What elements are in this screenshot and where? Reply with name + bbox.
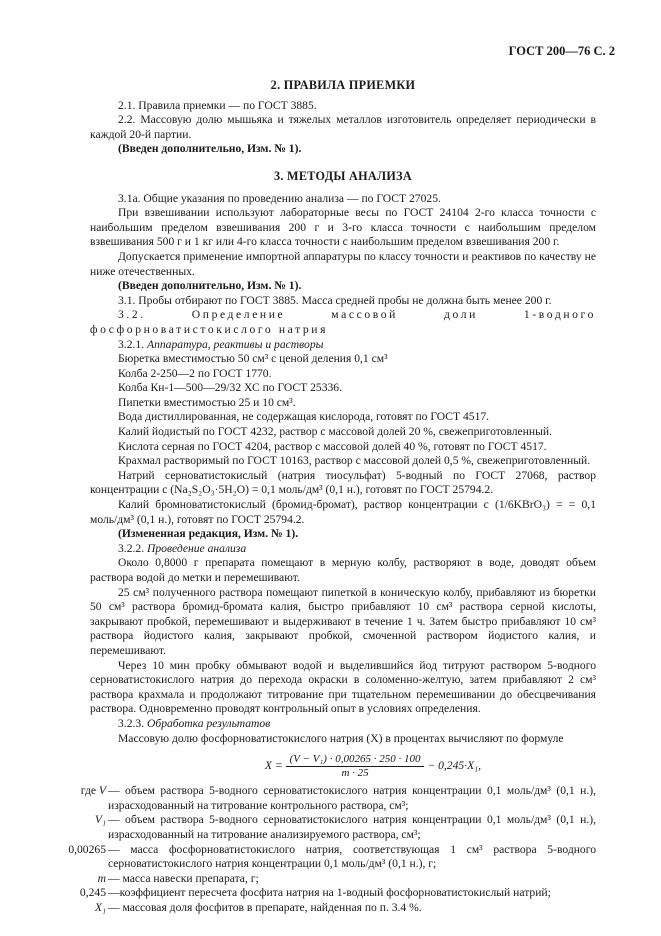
definition-text: — массовая доля фосфитов в препарате, найденная по п. 3.4 %. [108, 900, 422, 914]
paragraph-bromate: Калий бромноватистокислый (бромид-бромат), раствор концентрации c (1/6KBrO₃) = = 0,1 моль/дм³ (0,1 н.), готовят по ГОСТ 25794.2. [90, 498, 596, 526]
subsection-number: 3.2.2. [118, 541, 145, 555]
subsection-title: Аппаратура, реактивы и растворы [147, 337, 324, 351]
formula-denominator: m · 25 [341, 767, 369, 780]
formula-lhs: X = [264, 759, 283, 773]
paragraph-weighing: При взвешивании используют лабораторные весы по ГОСТ 24104 2-го класса точности с наибольшим пределом взвешивания 200 г и 3-го класса точности с наибольшим пределом взвешивания 500 г и 1 кг или 4-го класса точности с наибольшим пределом взвешивания 200 г. [90, 206, 596, 249]
definition-symbol: m [97, 871, 106, 885]
definition-item [90, 901, 596, 916]
page-header: ГОСТ 200—76 С. 2 [508, 44, 615, 58]
definition-symbol: где V [80, 784, 106, 798]
list-item: Колба 2-250—2 по ГОСТ 1770. [118, 366, 272, 380]
list-item: Крахмал растворимый по ГОСТ 10163, раствор с массовой долей 0,5 %, свежеприготовленный. [118, 454, 591, 468]
where-word: где [80, 784, 96, 798]
paragraph-thiosulfate: Натрий серноватистокислый (натрия тиосульфат) 5-водный по ГОСТ 27068, раствор концентрации c (Na₂S₂O₃·5H₂O) = 0,1 моль/дм³ (0,1 н.), готовят по ГОСТ 25794.2. [90, 468, 596, 497]
page-content [68, 78, 596, 915]
formula-numerator: (V − V₁) · 0,00265 · 250 · 100 [286, 753, 425, 767]
list-item: Пипетки вместимостью 25 и 10 см³. [118, 395, 296, 409]
section-2-title: 2. ПРАВИЛА ПРИЕМКИ [270, 78, 416, 92]
list-item: Бюретка вместимостью 50 см³ с ценой деления 0,1 см³ [118, 352, 388, 366]
paragraph-3-2: 3.2. Определение массовой доли 1-водного фосфорноватистокислого натрия [90, 308, 596, 336]
formula [150, 753, 596, 780]
amendment-note: (Введен дополнительно, Изм. № 1). [118, 142, 302, 156]
formula-fraction [286, 753, 425, 780]
paragraph-3-1: 3.1. Пробы отбирают по ГОСТ 3885. Масса средней пробы не должна быть менее 200 г. [118, 293, 552, 307]
paragraph-procedure-3: Через 10 мин пробку обмывают водой и выделившийся йод титруют раствором 5-водного серноватистокислого натрия до перехода окраски в соломенно-желтую, затем прибавляют 2 см³ раствора крахмала и продолжают титрование при тщательном перемешивании до обесцвечивания раствора. Одновременно проводят контрольный опыт в условиях определения. [90, 658, 596, 716]
section-3-title: 3. МЕТОДЫ АНАЛИЗА [273, 168, 413, 183]
definition-item [90, 813, 596, 842]
list-item: Кислота серная по ГОСТ 4204, раствор с массовой долей 40 %, готовят по ГОСТ 4517. [118, 439, 547, 453]
paragraph-import: Допускается применение импортной аппаратуры по классу точности и реактивов по качеству не ниже отечественных. [90, 249, 596, 278]
paragraph-procedure-2: 25 см³ полученного раствора помещают пипеткой в коническую колбу, прибавляют из бюретки 50 см³ раствора бромид-бромата калия, быстро прибавляют 10 см³ раствора серной кислоты, закрывают пробкой, перемешивают и выдерживают в течение 1 ч. Затем быстро прибавляют 10 см³ раствора йодистого калия, закрывают пробкой, смоченной раствором йодистого калия, и перемешивают. [90, 585, 596, 657]
definition-symbol: 0,245 [79, 886, 106, 900]
subsection-number: 3.2.1. [118, 337, 145, 351]
paragraph-procedure-1: Около 0,8000 г препарата помещают в мерную колбу, растворяют в воде, доводят объем раствора водой до метки и перемешивают. [90, 556, 596, 584]
subsection-number: 3.2.3. [118, 716, 145, 730]
definitions-list [68, 784, 596, 915]
definition-symbol: V₁ [94, 813, 106, 827]
definition-text: — объем раствора 5-водного серноватистокислого натрия концентрации 0,1 моль/дм³ (0,1 н.), израсходованный на титрование контрольного раствора, см³; [108, 784, 596, 812]
subsection-3-2-3 [90, 717, 596, 732]
definition-symbol: 0,00265 [68, 842, 106, 856]
subsection-title: Обработка результатов [147, 716, 271, 730]
definition-item [79, 886, 596, 901]
paragraph-3-1a: 3.1а. Общие указания по проведению анализа — по ГОСТ 27025. [118, 191, 441, 205]
paragraph-2-1: 2.1. Правила приемки — по ГОСТ 3885. [118, 98, 317, 112]
list-item: Калий йодистый по ГОСТ 4232, раствор с массовой долей 20 %, свежеприготовленный. [118, 425, 553, 439]
definition-symbol: X₁ [94, 900, 106, 914]
formula-rhs: − 0,245·X₁, [427, 759, 482, 773]
list-item: Колба Кн-1—500—29/32 ХС по ГОСТ 25336. [118, 381, 342, 395]
definition-text: — масса фосфорноватистокислого натрия, соответствующая 1 см³ раствора 5-водного серноватистокислого натрия концентрации 0,1 моль/дм³ (0,1 н.), г; [108, 842, 596, 871]
definition-item [68, 842, 596, 872]
definition-text: — масса навески препарата, г; [108, 871, 259, 885]
definition-item [80, 784, 596, 813]
definition-text: — объем раствора 5-водного серноватистокислого натрия концентрации 0,1 моль/дм³ (0,1 н.), израсходованный на титрование анализируемого раствора, см³; [108, 813, 596, 841]
definition-text: —коэффициент пересчета фосфита натрия на 1-водный фосфорноватистокислый натрий; [108, 886, 551, 900]
subsection-3-2-2 [90, 542, 596, 557]
paragraph-calculation: Массовую долю фосфорноватистокислого натрия (X) в процентах вычисляют по формуле [118, 731, 564, 745]
subsection-3-2-1 [90, 338, 596, 353]
paragraph-2-2: 2.2. Массовую долю мышьяка и тяжелых металлов изготовитель определяет периодически в каждой 20-й партии. [90, 113, 596, 141]
amendment-note: (Введен дополнительно, Изм. № 1). [118, 279, 302, 293]
definition-item [90, 872, 596, 887]
subsection-title: Проведение анализа [147, 541, 247, 555]
list-item: Вода дистиллированная, не содержащая кислорода, готовят по ГОСТ 4517. [118, 410, 490, 424]
amendment-note: (Измененная редакция, Изм. № 1). [118, 527, 299, 541]
